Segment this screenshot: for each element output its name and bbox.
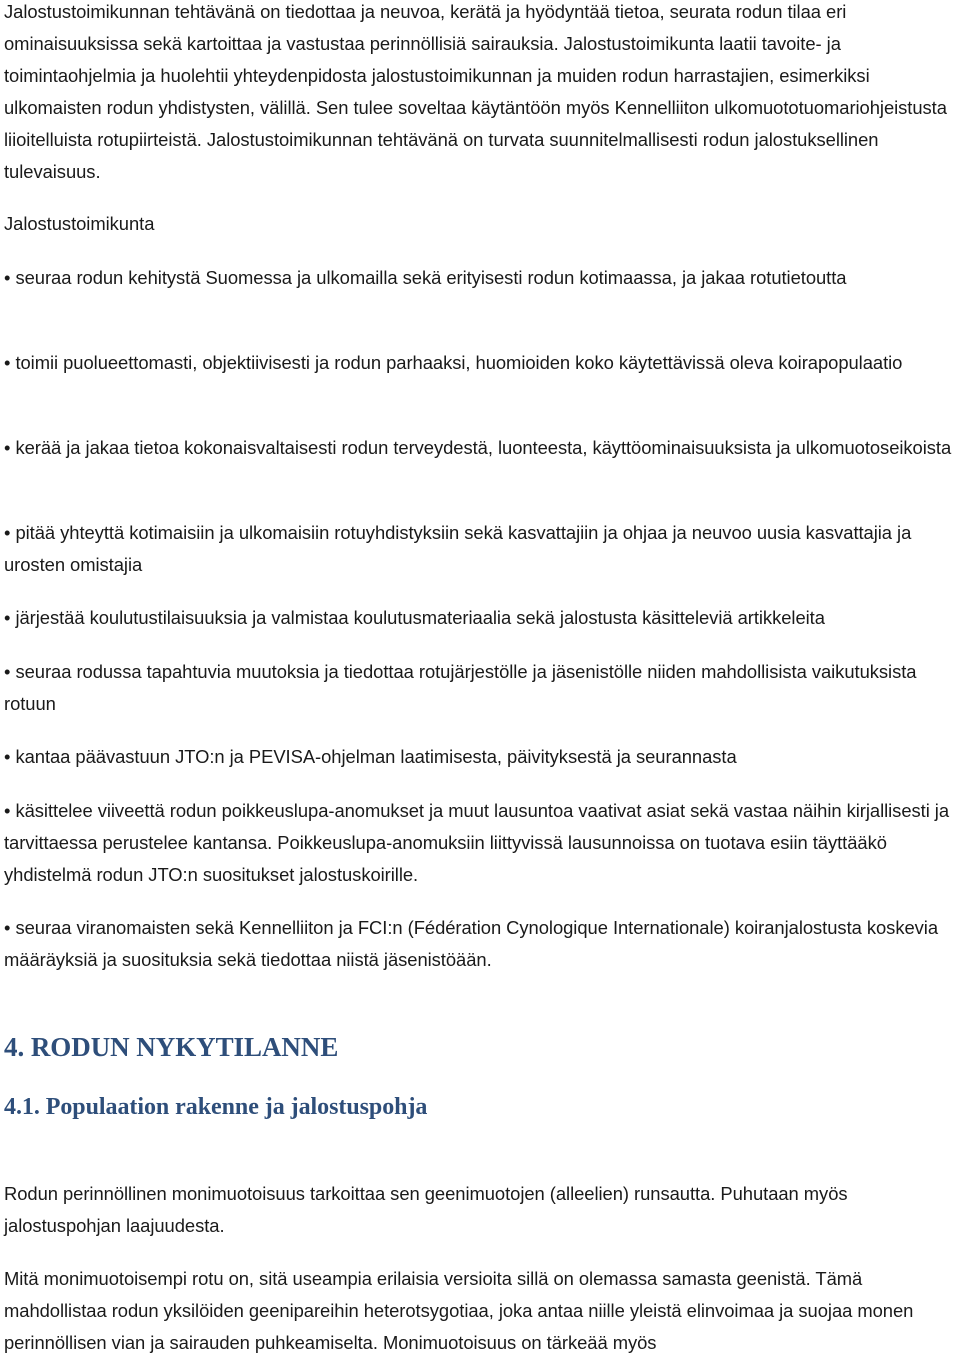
bullet-item: • kantaa päävastuun JTO:n ja PEVISA-ohjelman laatimisesta, päivityksestä ja seurannasta [4, 746, 737, 767]
bullet-item: • kerää ja jakaa tietoa kokonaisvaltaisesti rodun terveydestä, luonteesta, käyttöominaisuuksista ja ulkomuotoseikoista [4, 437, 952, 458]
body-paragraph: Mitä monimuotoisempi rotu on, sitä useampia erilaisia versioita sillä on olemassa samasta geenistä. Tämä mahdollistaa rodun yksilöiden geenipareihin heterotsygotiaa, joka antaa niille yleistä elinvoimaa ja suojaa monen perinnöllisen vian ja sairauden puhkeamiselta. Monimuotoisuus on tärkeää myös [4, 1268, 914, 1353]
bullet-item: • seuraa rodussa tapahtuvia muutoksia ja tiedottaa rotujärjestölle ja jäsenistölle niiden mahdollisista vaikutuksista rotuun [4, 661, 917, 714]
bullet-item: • käsittelee viiveettä rodun poikkeuslupa-anomukset ja muut lausuntoa vaativat asiat sekä vastaa näihin kirjallisesti ja tarvittaessa perustelee kantansa. Poikkeuslupa-anomuksiin liittyvissä lausunnoissa on tuotava esiin täyttääkö yhdistelmä rodun JTO:n suositukset jalostuskoirille. [4, 800, 950, 885]
body-paragraph: Rodun perinnöllinen monimuotoisuus tarkoittaa sen geenimuotojen (alleelien) runsautta. Puhutaan myös jalostuspohjan laajuudesta. [4, 1183, 848, 1236]
subsection-heading: 4.1. Populaation rakenne ja jalostuspohja [4, 1094, 428, 1120]
bullet-item: • seuraa viranomaisten sekä Kennelliiton ja FCI:n (Fédération Cynologique Internationale) koiranjalostusta koskevia määräyksiä ja suosituksia sekä tiedottaa niistä jäsenistöään. [4, 917, 939, 970]
intro-paragraph: Jalostustoimikunnan tehtävänä on tiedottaa ja neuvoa, kerätä ja hyödyntää tietoa, seurata rodun tilaa eri ominaisuuksissa sekä kartoittaa ja vastustaa perinnöllisiä sairauksia. Jalostustoimikunta laatii tavoite- ja toimintaohjelmia ja huolehtii yhteydenpidosta jalostustoimikunnan ja muiden rodun harrastajien, esimerkiksi ulkomaisten rodun yhdistysten, välillä. Sen tulee soveltaa käytäntöön myös Kennelliiton ulkomuototuomariohjeistusta liioitelluista rotupiirteistä. Jalostustoimikunnan tehtävänä on turvata suunnitelmallisesti rodun jalostuksellinen tulevaisuus. [4, 1, 947, 182]
bullet-item: • pitää yhteyttä kotimaisiin ja ulkomaisiin rotuyhdistyksiin sekä kasvattajiin ja ohjaa ja neuvoo uusia kasvattajia ja urosten omistajia [4, 522, 912, 575]
bullet-item: • järjestää koulutustilaisuuksia ja valmistaa koulutusmateriaalia sekä jalostusta käsitteleviä artikkeleita [4, 607, 825, 628]
bullet-item: • toimii puolueettomasti, objektiivisesti ja rodun parhaaksi, huomioiden koko käytettävissä oleva koirapopulaatio [4, 352, 903, 373]
bullet-item: • seuraa rodun kehitystä Suomessa ja ulkomailla sekä erityisesti rodun kotimaassa, ja jakaa rotutietoutta [4, 267, 847, 288]
committee-label: Jalostustoimikunta [4, 213, 155, 234]
section-heading: 4. RODUN NYKYTILANNE [4, 1032, 339, 1062]
